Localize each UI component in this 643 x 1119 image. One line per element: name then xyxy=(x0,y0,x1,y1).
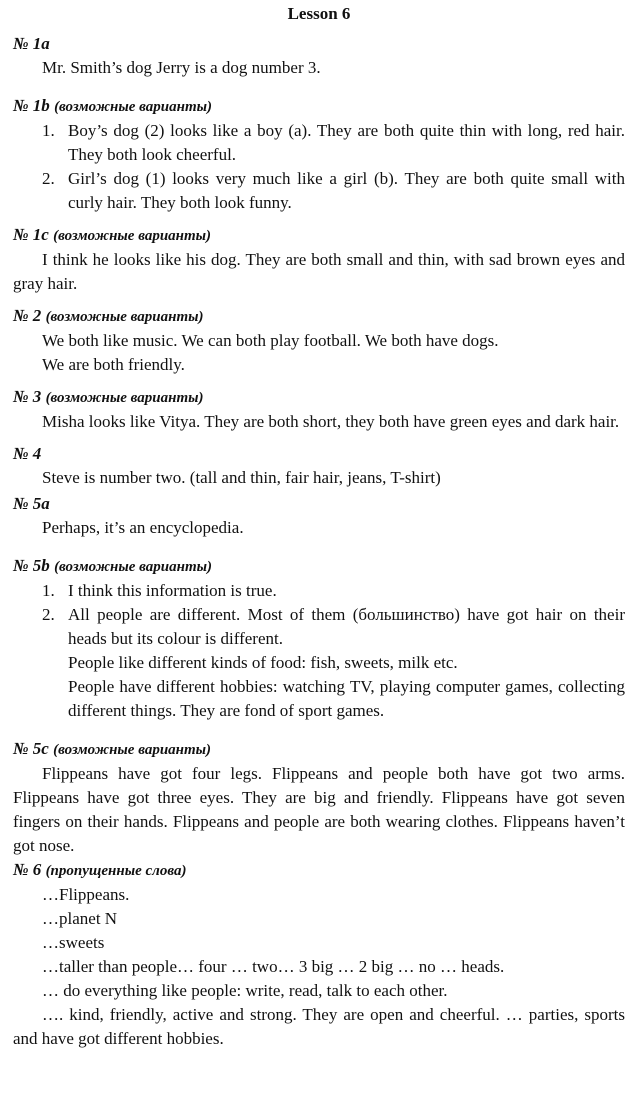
heading-1b-note: (возможные варианты) xyxy=(54,99,213,115)
answer-6-line: …taller than people… four … two… 3 big … 2 big … no … heads. xyxy=(42,957,505,976)
heading-1a-number: № 1a xyxy=(13,34,50,53)
heading-5b-number: № 5b xyxy=(13,556,50,575)
list-item-text: Girl’s dog (1) looks very much like a girl (b). They are both quite small with curly hair. They both look funny. xyxy=(68,169,625,212)
answer-5b-extra-2: People have different hobbies: watching TV, playing computer games, collecting different things. They are fond of sport games. xyxy=(68,677,625,720)
heading-2-number: № 2 xyxy=(13,306,42,325)
list-item xyxy=(13,579,625,603)
answer-2-line-2: We are both friendly. xyxy=(42,355,185,374)
answer-2-line-1: We both like music. We can both play football. We both have dogs. xyxy=(42,331,499,350)
heading-3 xyxy=(13,385,625,410)
answer-5a: Perhaps, it’s an encyclopedia. xyxy=(42,518,244,537)
answer-3: Misha looks like Vitya. They are both short, they both have green eyes and dark hair. xyxy=(42,412,620,431)
answer-5c: Flippeans have got four legs. Flippeans and people both have got two arms. Flippeans have got three eyes. They are big and friendly. Flippeans have got seven fingers on their hands. Flippeans and people are both wearing clothes. Flippeans haven’t got nose. xyxy=(13,764,625,855)
heading-4 xyxy=(13,442,625,466)
list-item-marker: 1. xyxy=(42,121,55,140)
heading-6 xyxy=(13,858,625,883)
answer-5b-extra-1: People like different kinds of food: fish, sweets, milk etc. xyxy=(68,653,458,672)
heading-2-note: (возможные варианты) xyxy=(45,309,204,325)
answer-4: Steve is number two. (tall and thin, fair hair, jeans, T-shirt) xyxy=(42,468,441,487)
answer-6-last: …. kind, friendly, active and strong. They are open and cheerful. … parties, sports and have got different hobbies. xyxy=(13,1005,625,1048)
list-item xyxy=(13,603,625,651)
heading-6-number: № 6 xyxy=(13,860,42,879)
heading-1c-number: № 1c xyxy=(13,225,49,244)
answer-6-line: …planet N xyxy=(42,909,118,928)
heading-6-note: (пропущенные слова) xyxy=(45,863,187,879)
heading-5b-note: (возможные варианты) xyxy=(54,559,213,575)
heading-5a xyxy=(13,492,625,516)
heading-1c-note: (возможные варианты) xyxy=(53,228,212,244)
list-item-text: Boy’s dog (2) looks like a boy (a). They are both quite thin with long, red hair. They both look cheerful. xyxy=(68,121,625,164)
list-item-marker: 2. xyxy=(42,169,55,188)
answer-6-line: …sweets xyxy=(42,933,105,952)
answer-6-line: …Flippeans. xyxy=(42,885,130,904)
list-item-text: All people are different. Most of them (большинство) have got hair on their heads but its colour is different. xyxy=(68,605,625,648)
heading-1b-number: № 1b xyxy=(13,96,50,115)
heading-4-number: № 4 xyxy=(13,444,42,463)
list-item-marker: 1. xyxy=(42,581,55,600)
heading-1a xyxy=(13,32,625,56)
list-item-marker: 2. xyxy=(42,605,55,624)
list-item xyxy=(13,167,625,215)
heading-1b xyxy=(13,94,625,119)
answer-1a: Mr. Smith’s dog Jerry is a dog number 3. xyxy=(42,58,321,77)
heading-3-number: № 3 xyxy=(13,387,42,406)
heading-1c xyxy=(13,223,625,248)
answer-1c: I think he looks like his dog. They are both small and thin, with sad brown eyes and gray hair. xyxy=(13,250,625,293)
heading-5b xyxy=(13,554,625,579)
heading-3-note: (возможные варианты) xyxy=(45,390,204,406)
heading-5c xyxy=(13,737,625,762)
list-item-text: I think this information is true. xyxy=(68,581,277,600)
lesson-title: Lesson 6 xyxy=(287,4,351,23)
heading-5a-number: № 5a xyxy=(13,494,50,513)
answer-6-line: … do everything like people: write, read, talk to each other. xyxy=(42,981,448,1000)
heading-2 xyxy=(13,304,625,329)
heading-5c-number: № 5c xyxy=(13,739,49,758)
answer-5b-list xyxy=(13,579,625,651)
heading-5c-note: (возможные варианты) xyxy=(53,742,212,758)
list-item xyxy=(13,119,625,167)
answer-1b-list xyxy=(13,119,625,215)
